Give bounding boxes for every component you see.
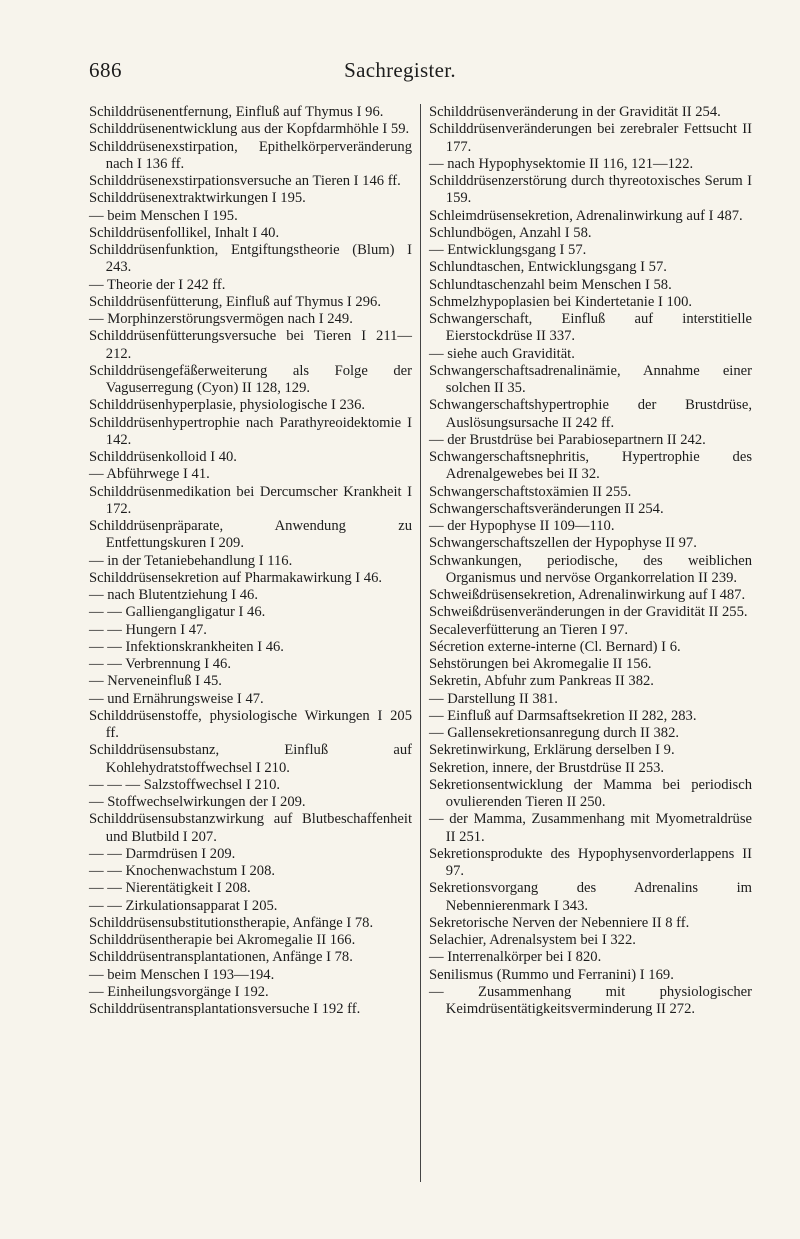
- index-entry: Schweißdrüsenveränderungen in der Gravidität II 255.: [429, 604, 748, 621]
- index-entry: — — Galliengangligatur I 46.: [89, 604, 266, 621]
- index-entry: Schilddrüsenmedikation bei Dercumscher Krankheit I 172.: [89, 483, 412, 517]
- index-entry: Schilddrüsensekretion auf Pharmakawirkung I 46.: [89, 569, 383, 586]
- index-entry: Schilddrüsenfütterungsversuche bei Tieren I 211—212.: [89, 328, 412, 362]
- index-entry: Schilddrüsenkolloid I 40.: [89, 449, 237, 465]
- index-entry: Schwangerschaftszellen der Hypophyse II 97.: [429, 535, 697, 552]
- index-entry: — nach Hypophysektomie II 116, 121—122.: [429, 155, 694, 172]
- index-entry: Schilddrüsenhyperplasie, physiologische I 236.: [89, 397, 366, 414]
- index-entry: Schilddrüsenentfernung, Einfluß auf Thymus I 96.: [89, 104, 384, 120]
- index-entry: — Zusammenhang mit physiologischer Keimdrüsentätigkeitsverminderung II 272.: [429, 983, 752, 1017]
- index-entry: — und Ernährungsweise I 47.: [89, 690, 264, 707]
- index-entry: — Einheilungsvorgänge I 192.: [89, 983, 269, 1000]
- index-entry: — — Darmdrüsen I 209.: [89, 845, 236, 862]
- index-entry: Schlundtaschen, Entwicklungsgang I 57.: [429, 259, 667, 276]
- index-entry: — beim Menschen I 195.: [89, 207, 238, 224]
- index-entry: Sehstörungen bei Akromegalie II 156.: [429, 656, 652, 672]
- page-header: [0, 58, 800, 88]
- index-entry: — — — Salzstoffwechsel I 210.: [89, 776, 281, 793]
- index-entry: Schilddrüsenveränderung in der Gravidität II 254.: [429, 104, 721, 120]
- index-entry: Schilddrüsentherapie bei Akromegalie II 166.: [89, 932, 356, 948]
- index-entry: — — Infektionskrankheiten I 46.: [89, 638, 284, 655]
- index-entry: Schilddrüsensubstanz, Einfluß auf Kohlehydratstoffwechsel I 210.: [89, 742, 412, 776]
- index-entry: — Einfluß auf Darmsaftsekretion II 282, 283.: [429, 707, 697, 724]
- index-entry: Schleimdrüsensekretion, Adrenalinwirkung auf I 487.: [429, 207, 743, 224]
- index-entry: Schilddrüsenpräparate, Anwendung zu Entfettungskuren I 209.: [89, 518, 412, 552]
- index-entry: — Interrenalkörper bei I 820.: [429, 949, 602, 966]
- index-entry: Schlundtaschenzahl beim Menschen I 58.: [429, 276, 672, 293]
- index-entry: — — Nierentätigkeit I 208.: [89, 880, 251, 897]
- index-entry: — Gallensekretionsanregung durch II 382.: [429, 725, 680, 741]
- index-entry: Secaleverfütterung an Tieren I 97.: [429, 621, 628, 638]
- index-entry: Sekretionsvorgang des Adrenalins im Nebennierenmark I 343.: [429, 880, 752, 914]
- index-entry: — Abführwege I 41.: [89, 466, 210, 483]
- index-column-right: [429, 104, 752, 1018]
- index-entry: Schilddrüsenveränderungen bei zerebraler Fettsucht II 177.: [429, 121, 752, 155]
- index-entry: — — Zirkulationsapparat I 205.: [89, 897, 278, 914]
- index-entry: Schwangerschaftshypertrophie der Brustdrüse, Auslösungsursache II 242 ff.: [429, 397, 752, 431]
- index-entry: Sekretionsprodukte des Hypophysenvorderlappens II 97.: [429, 845, 752, 879]
- index-entry: — in der Tetaniebehandlung I 116.: [89, 552, 293, 569]
- index-entry: Senilismus (Rummo und Ferranini) I 169.: [429, 966, 674, 983]
- index-entry: Schilddrüsenhypertrophie nach Parathyreoidektomie I 142.: [89, 414, 412, 448]
- index-entry: Sekretionsentwicklung der Mamma bei periodisch ovulierenden Tieren II 250.: [429, 776, 752, 810]
- index-entry: — der Mamma, Zusammenhang mit Myometraldrüse II 251.: [429, 811, 752, 845]
- index-entry: Schilddrüsengefäßerweiterung als Folge der Vaguserregung (Cyon) II 128, 129.: [89, 362, 412, 396]
- index-entry: — siehe auch Gravidität.: [429, 345, 575, 362]
- index-entry: — der Hypophyse II 109—110.: [429, 518, 615, 534]
- index-entry: Selachier, Adrenalsystem bei I 322.: [429, 932, 636, 948]
- index-entry: Schlundbögen, Anzahl I 58.: [429, 224, 592, 241]
- index-column-left: [89, 104, 412, 1018]
- index-entry: Schilddrüsenextraktwirkungen I 195.: [89, 190, 306, 207]
- index-entry: Schmelzhypoplasien bei Kindertetanie I 100.: [429, 293, 693, 310]
- index-entry: — — Knochenwachstum I 208.: [89, 863, 276, 879]
- index-entry: Schwangerschaftstoxämien II 255.: [429, 483, 632, 500]
- index-entry: Schilddrüsenstoffe, physiologische Wirkungen I 205 ff.: [89, 707, 412, 741]
- index-entry: — — Hungern I 47.: [89, 621, 207, 638]
- index-entry: Schilddrüsentransplantationen, Anfänge I 78.: [89, 949, 353, 966]
- index-entry: — Entwicklungsgang I 57.: [429, 242, 587, 258]
- index-entry: Schwangerschaft, Einfluß auf interstitielle Eierstockdrüse II 337.: [429, 311, 752, 345]
- index-entry: Schwangerschaftsveränderungen II 254.: [429, 500, 664, 517]
- index-entry: Schilddrüsenfollikel, Inhalt I 40.: [89, 224, 280, 241]
- index-entry: — Stoffwechselwirkungen der I 209.: [89, 794, 306, 810]
- index-entry: Sekretinwirkung, Erklärung derselben I 9.: [429, 742, 675, 759]
- index-entry: — Theorie der I 242 ff.: [89, 276, 226, 293]
- index-entry: — Nerveneinfluß I 45.: [89, 673, 222, 690]
- index-entry: Schilddrüsenzerstörung durch thyreotoxisches Serum I 159.: [429, 173, 752, 207]
- index-entry: Sekretorische Nerven der Nebenniere II 8 ff.: [429, 914, 690, 931]
- index-entry: Sécretion externe-interne (Cl. Bernard) I 6.: [429, 638, 681, 655]
- index-entry: Sekretin, Abfuhr zum Pankreas II 382.: [429, 673, 654, 690]
- index-entry: Schilddrüsenexstirpationsversuche an Tieren I 146 ff.: [89, 173, 401, 189]
- index-entry: — Darstellung II 381.: [429, 690, 558, 707]
- index-entry: — der Brustdrüse bei Parabiosepartnern II 242.: [429, 431, 706, 448]
- index-entry: Schilddrüsenentwicklung aus der Kopfdarmhöhle I 59.: [89, 121, 410, 138]
- index-entry: Schwangerschaftsnephritis, Hypertrophie des Adrenalgewebes bei II 32.: [429, 449, 752, 483]
- index-entry: Schilddrüsenfütterung, Einfluß auf Thymus I 296.: [89, 293, 381, 310]
- index-entry: Sekretion, innere, der Brustdrüse II 253.: [429, 759, 665, 776]
- index-entry: — nach Blutentziehung I 46.: [89, 587, 259, 603]
- index-entry: Schilddrüsensubstanzwirkung auf Blutbeschaffenheit und Blutbild I 207.: [89, 811, 412, 845]
- index-entry: — Morphinzerstörungsvermögen nach I 249.: [89, 311, 353, 327]
- index-entry: Schweißdrüsensekretion, Adrenalinwirkung auf I 487.: [429, 587, 746, 603]
- index-entry: Schilddrüsensubstitutionstherapie, Anfänge I 78.: [89, 914, 374, 931]
- page-number: 686: [89, 58, 122, 82]
- index-entry: Schilddrüsenfunktion, Entgiftungstheorie (Blum) I 243.: [89, 242, 412, 276]
- index-entry: Schilddrüsentransplantationsversuche I 192 ff.: [89, 1001, 361, 1017]
- column-divider: [420, 104, 421, 1182]
- index-entry: — beim Menschen I 193—194.: [89, 966, 275, 983]
- index-entry: Schwangerschaftsadrenalinämie, Annahme einer solchen II 35.: [429, 362, 752, 396]
- running-title: Sachregister.: [344, 58, 456, 82]
- index-entry: — — Verbrennung I 46.: [89, 656, 231, 672]
- index-entry: Schilddrüsenexstirpation, Epithelkörperveränderung nach I 136 ff.: [89, 138, 412, 172]
- index-entry: Schwankungen, periodische, des weiblichen Organismus und nervöse Organkorrelation II 239.: [429, 552, 752, 586]
